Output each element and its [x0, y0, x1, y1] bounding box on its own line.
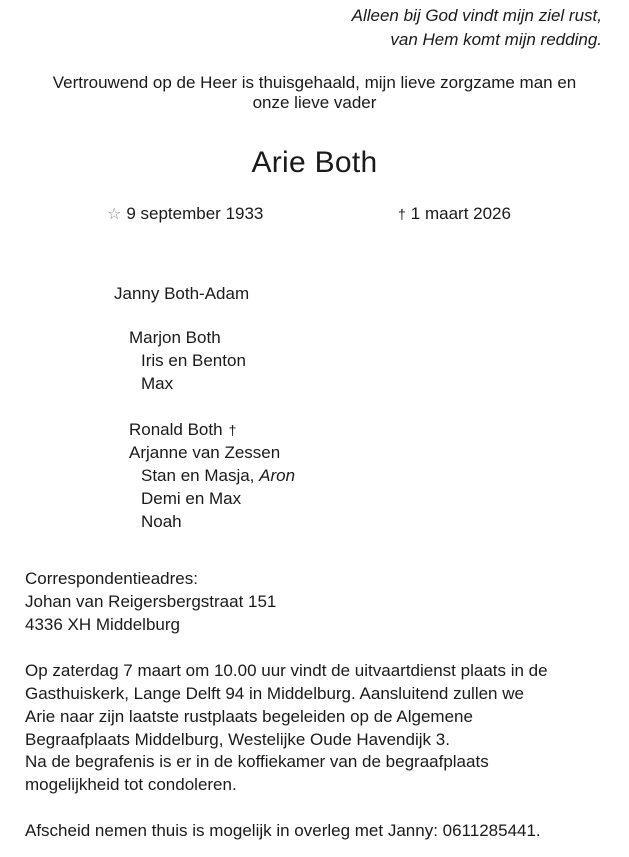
- service-line-3: Arie naar zijn laatste rustplaats begeleiden op de Algemene: [25, 707, 473, 726]
- farewell-note: Afscheid nemen thuis is mogelijk in overleg met Janny: 0611285441.: [25, 821, 541, 840]
- service-line-2: Gasthuiskerk, Lange Delft 94 in Middelburg. Aansluitend zullen we: [25, 684, 524, 703]
- child-2-partner: Arjanne van Zessen: [129, 443, 281, 462]
- service-line-6: mogelijkheid tot condoleren.: [25, 775, 237, 794]
- intro-line-2: onze lieve vader: [252, 93, 377, 112]
- spouse-name: Janny Both-Adam: [114, 284, 250, 303]
- birth-date: [107, 202, 263, 226]
- intro-line-1: Vertrouwend op de Heer is thuisgehaald, mijn lieve zorgzame man en: [52, 73, 577, 92]
- grandchild-4: Demi en Max: [141, 489, 242, 508]
- grandchild-5: Noah: [141, 512, 182, 531]
- grandchild-1: Iris en Benton: [141, 351, 246, 370]
- service-line-4: Begraafplaats Middelburg, Westelijke Oude Havendijk 3.: [25, 730, 450, 749]
- motto-line-1: Alleen bij God vindt mijn ziel rust,: [351, 6, 602, 25]
- birth-date-text: 9 september 1933: [126, 204, 264, 223]
- deceased-name: Arie Both: [251, 146, 378, 179]
- child-1-name: Marjon Both: [129, 328, 221, 347]
- address-label: Correspondentieadres:: [25, 569, 198, 588]
- child-2: [129, 418, 236, 442]
- address-street: Johan van Reigersbergstraat 151: [25, 592, 277, 611]
- cross-icon: †: [398, 206, 406, 222]
- child-2-name: Ronald Both: [129, 420, 223, 439]
- grandchild-3-names: Stan en Masja,: [141, 466, 255, 485]
- address-city: 4336 XH Middelburg: [25, 615, 180, 634]
- grandchild-3: [141, 464, 295, 487]
- deceased-cross-icon: †: [228, 422, 237, 438]
- service-line-5: Na de begrafenis is er in de koffiekamer van de begraafplaats: [25, 752, 489, 771]
- service-line-1: Op zaterdag 7 maart om 10.00 uur vindt de uitvaartdienst plaats in de: [25, 661, 548, 680]
- death-date: [398, 202, 511, 226]
- star-icon: ☆: [107, 206, 122, 223]
- death-date-text: 1 maart 2026: [410, 204, 511, 223]
- grandchild-2: Max: [141, 374, 174, 393]
- great-grandchild-name: Aron: [259, 466, 296, 485]
- motto-line-2: van Hem komt mijn redding.: [390, 30, 602, 49]
